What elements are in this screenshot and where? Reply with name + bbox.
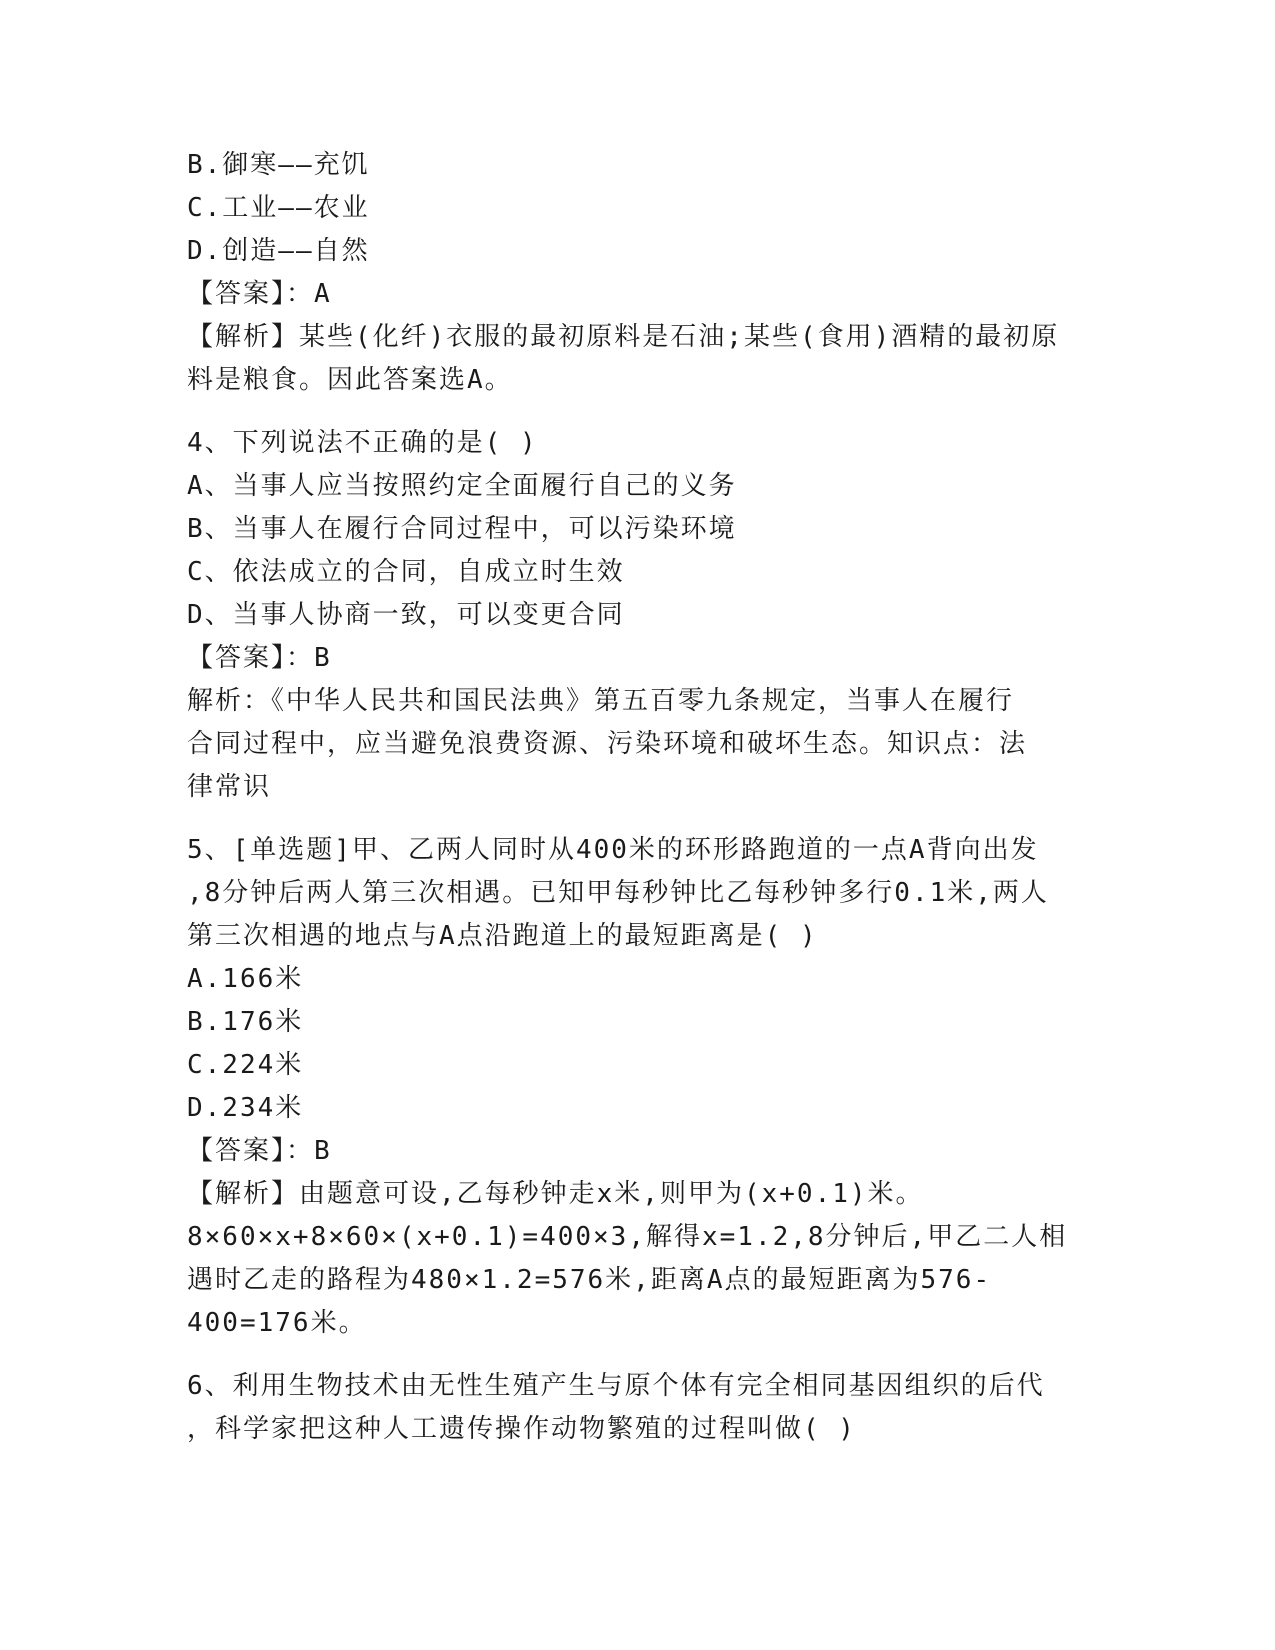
option-d: D.创造——自然 xyxy=(187,236,370,266)
option-a: A.166米 xyxy=(187,964,304,994)
question-stem: 6、利用生物技术由无性生殖产生与原个体有完全相同基因组织的后代 xyxy=(187,1371,1045,1401)
option-b: B.御寒——充饥 xyxy=(187,150,370,180)
explanation-line: 料是粮食。因此答案选A。 xyxy=(187,365,513,395)
option-a: A、当事人应当按照约定全面履行自己的义务 xyxy=(187,471,737,501)
explanation-line: 8×60×x+8×60×(x+0.1)=400×3,解得x=1.2,8分钟后,甲乙二人相 xyxy=(187,1222,1068,1252)
question-stem: 5、[单选题]甲、乙两人同时从400米的环形路跑道的一点A背向出发 xyxy=(187,835,1039,865)
question-stem: ，科学家把这种人工遗传操作动物繁殖的过程叫做( ) xyxy=(187,1414,856,1444)
explanation-line: 【解析】由题意可设,乙每秒钟走x米,则甲为(x+0.1)米。 xyxy=(187,1179,924,1209)
option-b: B、当事人在履行合同过程中，可以污染环境 xyxy=(187,514,737,544)
explanation-line: 400=176米。 xyxy=(187,1308,367,1338)
option-d: D、当事人协商一致，可以变更合同 xyxy=(187,600,625,630)
question-4 xyxy=(187,422,1087,809)
question-stem: 第三次相遇的地点与A点沿跑道上的最短距离是( ) xyxy=(187,921,818,951)
option-c: C.224米 xyxy=(187,1050,304,1080)
explanation-line: 合同过程中，应当避免浪费资源、污染环境和破坏生态。知识点：法 xyxy=(187,729,1028,759)
question-6 xyxy=(187,1365,1087,1451)
answer-line: 【答案】：B xyxy=(187,643,332,673)
question-3-tail xyxy=(187,144,1087,402)
spacer xyxy=(187,809,1087,829)
option-c: C、依法成立的合同，自成立时生效 xyxy=(187,557,625,587)
spacer xyxy=(187,402,1087,422)
explanation-line: 遇时乙走的路程为480×1.2=576米,距离A点的最短距离为576- xyxy=(187,1265,992,1295)
explanation-line: 律常识 xyxy=(187,772,272,802)
explanation-line: 解析：《中华人民共和国民法典》第五百零九条规定，当事人在履行 xyxy=(187,686,1015,716)
question-stem: 4、下列说法不正确的是( ) xyxy=(187,428,538,458)
option-c: C.工业——农业 xyxy=(187,193,370,223)
option-d: D.234米 xyxy=(187,1093,304,1123)
answer-line: 【答案】：B xyxy=(187,1136,332,1166)
option-b: B.176米 xyxy=(187,1007,304,1037)
answer-line: 【答案】：A xyxy=(187,279,332,309)
explanation-line: 【解析】某些(化纤)衣服的最初原料是石油;某些(食用)酒精的最初原 xyxy=(187,322,1060,352)
question-5 xyxy=(187,829,1087,1345)
spacer xyxy=(187,1345,1087,1365)
question-stem: ,8分钟后两人第三次相遇。已知甲每秒钟比乙每秒钟多行0.1米,两人 xyxy=(187,878,1049,908)
document-page xyxy=(187,144,1087,1451)
